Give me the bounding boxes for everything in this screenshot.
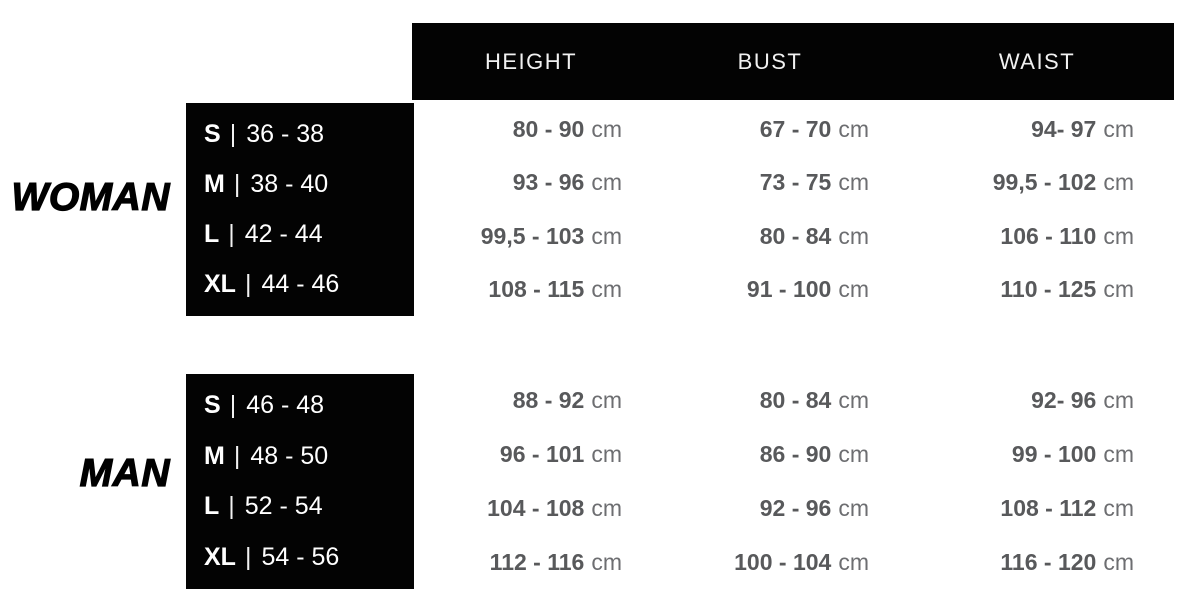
bust-value: 80 - 84 <box>759 222 832 249</box>
size-range: 36 - 38 <box>246 119 325 148</box>
unit-label: cm <box>591 169 622 196</box>
unit-label: cm <box>838 222 869 249</box>
size-range: 46 - 48 <box>246 390 325 419</box>
waist-cell <box>869 428 1134 482</box>
unit-label: cm <box>838 169 869 196</box>
table-row <box>415 374 1134 428</box>
size-letter: M <box>204 441 225 470</box>
bust-value: 92 - 96 <box>759 494 832 521</box>
unit-label: cm <box>591 441 622 468</box>
table-row <box>415 428 1134 482</box>
values-woman <box>415 103 1134 316</box>
bust-value: 100 - 104 <box>734 548 832 575</box>
waist-value: 116 - 120 <box>1000 548 1097 575</box>
bust-cell <box>622 535 869 589</box>
size-letter: XL <box>204 270 236 299</box>
unit-label: cm <box>1103 275 1134 302</box>
size-row <box>186 159 414 209</box>
waist-cell <box>869 156 1134 209</box>
waist-cell <box>869 535 1134 589</box>
height-cell <box>415 535 622 589</box>
size-range: 54 - 56 <box>261 543 340 572</box>
unit-label: cm <box>591 548 622 575</box>
waist-cell <box>869 482 1134 536</box>
size-row <box>186 482 414 533</box>
height-cell <box>415 482 622 536</box>
bust-value: 91 - 100 <box>746 275 832 302</box>
table-row <box>415 210 1134 263</box>
size-range: 38 - 40 <box>250 169 329 198</box>
waist-value: 110 - 125 <box>1000 275 1097 302</box>
bust-cell <box>622 156 869 209</box>
size-row <box>186 210 414 260</box>
height-value: 104 - 108 <box>487 494 585 521</box>
unit-label: cm <box>591 275 622 302</box>
size-separator: | <box>244 543 252 572</box>
size-separator: | <box>229 119 237 148</box>
table-row <box>415 482 1134 536</box>
unit-label: cm <box>1103 548 1134 575</box>
size-panel-woman <box>186 103 414 316</box>
bust-cell <box>622 263 869 316</box>
size-separator: | <box>233 441 241 470</box>
size-letter: S <box>204 119 221 148</box>
unit-label: cm <box>591 116 622 143</box>
size-separator: | <box>228 492 235 521</box>
size-separator: | <box>229 390 237 419</box>
size-letter: M <box>204 169 225 198</box>
waist-cell <box>869 103 1134 156</box>
height-cell <box>415 428 622 482</box>
unit-label: cm <box>591 222 622 249</box>
waist-value: 99,5 - 102 <box>992 169 1097 196</box>
waist-value: 92- 96 <box>1031 387 1097 414</box>
section-label-woman: WOMAN <box>11 176 170 219</box>
height-value: 112 - 116 <box>489 548 585 575</box>
bust-value: 67 - 70 <box>759 116 832 143</box>
height-cell <box>415 156 622 209</box>
size-row <box>186 431 414 482</box>
column-header-height: HEIGHT <box>484 48 578 74</box>
bust-value: 80 - 84 <box>759 387 832 414</box>
height-cell <box>415 210 622 263</box>
waist-cell <box>869 210 1134 263</box>
table-row <box>415 263 1134 316</box>
size-separator: | <box>233 169 241 198</box>
waist-value: 108 - 112 <box>1000 494 1097 521</box>
height-value: 108 - 115 <box>488 275 585 302</box>
bust-cell <box>622 210 869 263</box>
bust-cell <box>622 482 869 536</box>
table-row <box>415 103 1134 156</box>
bust-cell <box>622 428 869 482</box>
height-value: 80 - 90 <box>512 116 585 143</box>
size-letter: L <box>204 492 220 521</box>
bust-value: 73 - 75 <box>759 169 832 196</box>
size-range: 52 - 54 <box>244 492 323 521</box>
table-row <box>415 156 1134 209</box>
unit-label: cm <box>1103 116 1134 143</box>
height-value: 99,5 - 103 <box>480 222 585 249</box>
waist-value: 99 - 100 <box>1011 441 1097 468</box>
waist-value: 94- 97 <box>1031 116 1097 143</box>
unit-label: cm <box>838 494 869 521</box>
unit-label: cm <box>838 387 869 414</box>
height-value: 88 - 92 <box>512 387 585 414</box>
column-header-bust: BUST <box>737 48 803 74</box>
unit-label: cm <box>591 387 622 414</box>
height-cell <box>415 263 622 316</box>
size-range: 42 - 44 <box>244 220 323 249</box>
size-letter: L <box>204 220 220 249</box>
size-row <box>186 380 414 431</box>
size-row <box>186 109 414 159</box>
waist-value: 106 - 110 <box>1000 222 1097 249</box>
waist-cell <box>869 374 1134 428</box>
unit-label: cm <box>1103 441 1134 468</box>
height-value: 93 - 96 <box>512 169 585 196</box>
unit-label: cm <box>1103 387 1134 414</box>
header-bar <box>412 23 1174 100</box>
waist-cell <box>869 263 1134 316</box>
size-row <box>186 260 414 310</box>
size-row <box>186 532 414 583</box>
size-separator: | <box>244 270 252 299</box>
bust-cell <box>622 103 869 156</box>
size-letter: S <box>204 390 221 419</box>
unit-label: cm <box>1103 494 1134 521</box>
column-header-waist: WAIST <box>998 48 1076 74</box>
unit-label: cm <box>591 494 622 521</box>
size-panel-man <box>186 374 414 589</box>
unit-label: cm <box>1103 169 1134 196</box>
unit-label: cm <box>838 116 869 143</box>
height-cell <box>415 103 622 156</box>
unit-label: cm <box>838 548 869 575</box>
unit-label: cm <box>838 441 869 468</box>
table-row <box>415 535 1134 589</box>
size-separator: | <box>228 220 235 249</box>
size-range: 48 - 50 <box>250 441 329 470</box>
unit-label: cm <box>1103 222 1134 249</box>
bust-value: 86 - 90 <box>759 441 832 468</box>
size-range: 44 - 46 <box>261 270 340 299</box>
height-value: 96 - 101 <box>499 441 585 468</box>
section-label-man: MAN <box>79 452 170 495</box>
values-man <box>415 374 1134 589</box>
height-cell <box>415 374 622 428</box>
size-letter: XL <box>204 543 236 572</box>
unit-label: cm <box>838 275 869 302</box>
bust-cell <box>622 374 869 428</box>
